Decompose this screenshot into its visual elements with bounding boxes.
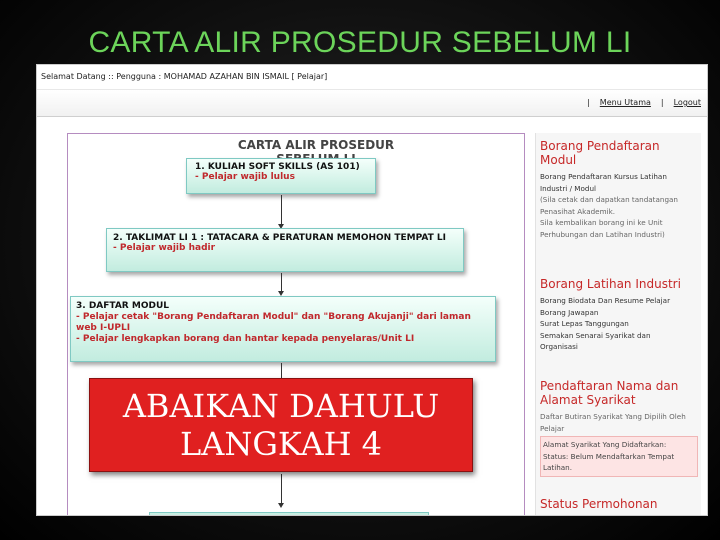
- step-title: 3. DAFTAR MODUL: [76, 301, 169, 311]
- top-navbar: [37, 89, 707, 117]
- sidebar-note: Penasihat Akademik.: [540, 206, 616, 216]
- sidebar-link[interactable]: Industri / Modul: [540, 183, 597, 193]
- nav-separator: |: [660, 98, 664, 107]
- status-line: Status: Belum Mendaftarkan Tempat: [543, 451, 675, 461]
- step-line: - Pelajar lengkapkan borang dan hantar kepada penyelaras/Unit LI: [76, 334, 415, 344]
- sidebar-link[interactable]: Borang Jawapan: [540, 307, 599, 317]
- sidebar-section-industry-forms: [540, 277, 698, 353]
- flow-step-1: [186, 158, 376, 194]
- user-welcome-bar: Selamat Datang :: Pengguna : MOHAMAD AZAHAN BIN ISMAIL [ Pelajar]: [37, 65, 707, 89]
- step-line: - Pelajar wajib lulus: [195, 172, 295, 182]
- sidebar-link[interactable]: Organisasi: [540, 342, 578, 351]
- flowchart-heading: CARTA ALIR PROSEDUR: [237, 138, 395, 152]
- overlay-line: LANGKAH 4: [179, 425, 383, 463]
- flow-arrow: [281, 273, 282, 292]
- overlay-notice: [89, 378, 473, 472]
- flow-arrow: [281, 195, 282, 225]
- sidebar-link[interactable]: Surat Lepas Tanggungan: [540, 319, 629, 328]
- section-title[interactable]: Status Permohonan: [540, 497, 658, 511]
- sidebar: [535, 133, 701, 516]
- flow-step-2: [106, 228, 464, 272]
- flow-arrow: [281, 363, 282, 379]
- overlay-line: ABAIKAN DAHULU: [122, 387, 440, 425]
- sidebar-note: Sila kembalikan borang ini ke Unit: [540, 218, 663, 227]
- sidebar-link[interactable]: Borang Pendaftaran Kursus Latihan: [540, 172, 667, 181]
- sidebar-link[interactable]: Semakan Senarai Syarikat dan: [540, 330, 651, 340]
- sidebar-section-application-status: [540, 497, 698, 515]
- logout-link[interactable]: Logout: [673, 98, 701, 107]
- sidebar-link[interactable]: Borang Biodata Dan Resume Pelajar: [540, 296, 671, 305]
- nav-links: [587, 98, 701, 107]
- flow-step-3: [70, 296, 496, 362]
- section-title[interactable]: Borang Pendaftaran Modul: [540, 139, 660, 167]
- sidebar-note: (Sila cetak dan dapatkan tandatangan: [540, 195, 678, 204]
- slide-title: CARTA ALIR PROSEDUR SEBELUM LI: [88, 26, 632, 59]
- sidebar-note: Perhubungan dan Latihan Industri): [540, 229, 665, 239]
- section-title[interactable]: Pendaftaran Nama dan Alamat Syarikat: [540, 379, 679, 407]
- step-title: 2. TAKLIMAT LI 1 : TATACARA & PERATURAN MEMOHON TEMPAT LI: [113, 233, 446, 243]
- step-title: 1. KULIAH SOFT SKILLS (AS 101): [195, 162, 360, 172]
- status-line: Latihan.: [543, 463, 573, 472]
- status-line: Alamat Syarikat Yang Didaftarkan:: [543, 440, 667, 449]
- step-line: - Pelajar wajib hadir: [113, 243, 216, 253]
- sidebar-section-module-form: [540, 139, 698, 240]
- registration-status-note: [540, 436, 698, 477]
- sidebar-link[interactable]: Daftar Butiran Syarikat Yang Dipilih Oleh: [540, 412, 686, 421]
- home-link[interactable]: Menu Utama: [599, 98, 651, 107]
- flow-step-partial: [149, 512, 429, 516]
- nav-separator: |: [587, 98, 590, 107]
- sidebar-link[interactable]: Pelajar: [540, 423, 565, 433]
- app-screenshot: [36, 64, 708, 516]
- step-line: - Pelajar cetak "Borang Pendaftaran Modul" dan "Borang Akujanji" dari laman web I-UPLI: [76, 312, 471, 333]
- section-title[interactable]: Borang Latihan Industri: [540, 277, 681, 291]
- flow-arrow: [281, 474, 282, 504]
- sidebar-section-company-registration: [540, 379, 698, 477]
